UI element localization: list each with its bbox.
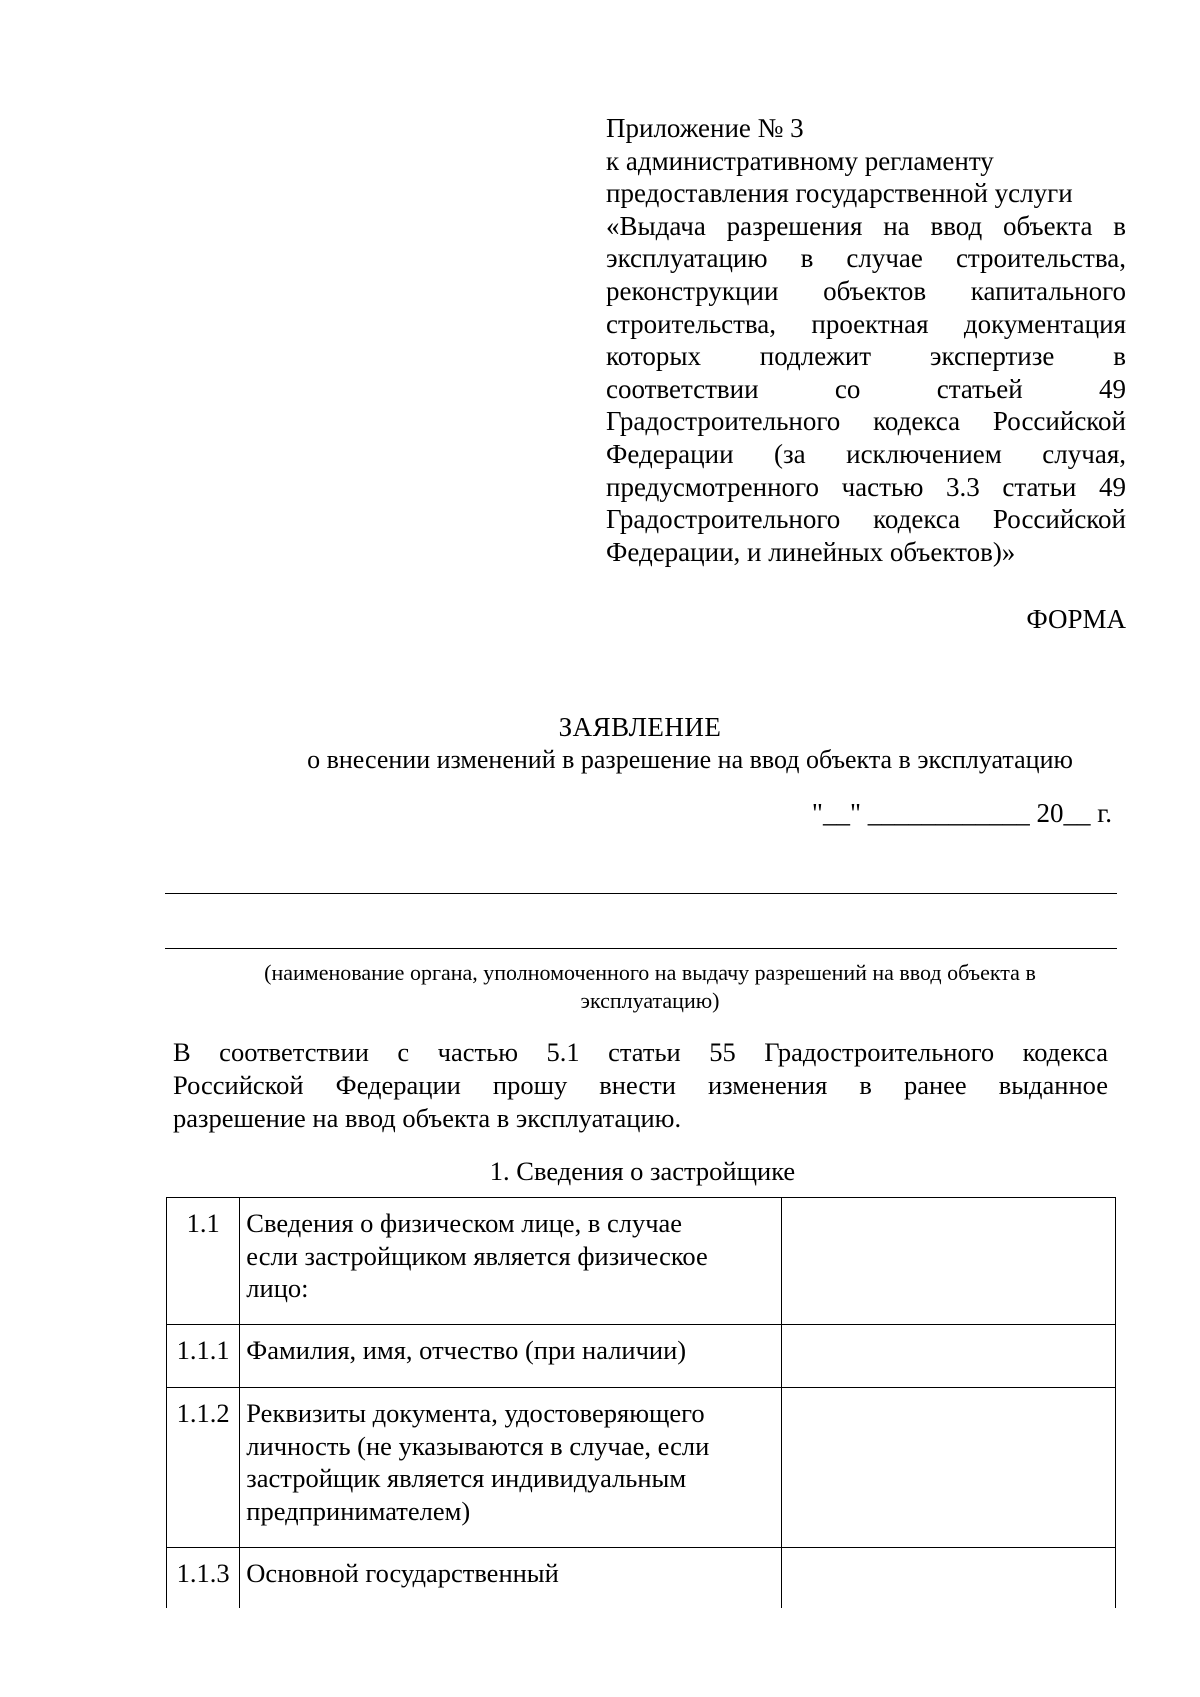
row-value-cell[interactable] (781, 1548, 1115, 1609)
appendix-line: реконструкции объектов капитального (606, 275, 1126, 306)
table-row (167, 1198, 1116, 1325)
document-title: ЗАЯВЛЕНИЕ (558, 712, 722, 742)
row-number: 1.1 (167, 1198, 240, 1325)
row-number: 1.1.1 (167, 1325, 240, 1388)
appendix-line: строительства, проектная документация (606, 308, 1126, 339)
appendix-line: Градостроительного кодекса Российской (606, 406, 1126, 437)
appendix-line: соответствии со статьей 49 (606, 373, 1126, 404)
paragraph-line: В соответствии с частью 5.1 статьи 55 Градостроительного кодекса (173, 1037, 1108, 1067)
table-row (167, 1388, 1116, 1548)
row-number: 1.1.3 (167, 1548, 240, 1609)
appendix-header (606, 112, 1126, 568)
row-label-line: Фамилия, имя, отчество (при наличии) (246, 1335, 687, 1365)
row-value-cell[interactable] (781, 1198, 1115, 1325)
appendix-line: Градостроительного кодекса Российской (606, 504, 1126, 535)
appendix-line: Федерации, и линейных объектов)» (606, 536, 1016, 567)
appendix-line: эксплуатацию в случае строительства, (606, 243, 1126, 274)
date-field[interactable]: "__" ____________ 20__ г. (811, 798, 1112, 828)
authority-name-line[interactable] (165, 893, 1117, 894)
caption-line: эксплуатацию) (580, 988, 720, 1013)
row-label (240, 1198, 781, 1325)
authority-name-line[interactable] (165, 948, 1117, 949)
row-label-line: лицо: (246, 1273, 309, 1303)
row-label-line: Сведения о физическом лице, в случае (246, 1208, 683, 1238)
row-label (240, 1388, 781, 1548)
row-label (240, 1548, 781, 1609)
row-value-cell[interactable] (781, 1325, 1115, 1388)
paragraph-line: Российской Федерации прошу внести изменения в ранее выданное (173, 1070, 1108, 1100)
row-label-line: застройщик является индивидуальным (246, 1463, 687, 1493)
caption-line: (наименование органа, уполномоченного на выдачу разрешений на ввод объекта в (264, 960, 1036, 985)
appendix-line: предоставления государственной услуги (606, 178, 1073, 209)
table-row (167, 1325, 1116, 1388)
row-label-line: предпринимателем) (246, 1495, 471, 1526)
appendix-line: «Выдача разрешения на ввод объекта в (606, 210, 1126, 241)
section-heading: 1. Сведения о застройщике (489, 1156, 796, 1186)
table-row (167, 1548, 1116, 1609)
row-label-line: Реквизиты документа, удостоверяющего (246, 1398, 705, 1428)
row-label-line: Основной государственный (246, 1558, 559, 1588)
request-paragraph (173, 1036, 1108, 1135)
appendix-line: к административному регламенту (606, 145, 994, 176)
authority-caption (200, 959, 1100, 1015)
paragraph-line: разрешение на ввод объекта в эксплуатацию. (173, 1103, 682, 1133)
row-label (240, 1325, 781, 1388)
document-subtitle: о внесении изменений в разрешение на ввод объекта в эксплуатацию (307, 745, 1073, 774)
developer-info-table (166, 1197, 1116, 1608)
row-label-line: если застройщиком является физическое (246, 1240, 708, 1271)
appendix-line: которых подлежит экспертизе в (606, 341, 1126, 372)
row-label-line: личность (не указываются в случае, если (246, 1430, 710, 1461)
appendix-line: предусмотренного частью 3.3 статьи 49 (606, 471, 1126, 502)
appendix-line: Федерации (за исключением случая, (606, 438, 1126, 469)
appendix-line: Приложение № 3 (606, 113, 804, 143)
row-number: 1.1.2 (167, 1388, 240, 1548)
form-label: ФОРМА (1026, 604, 1126, 634)
row-value-cell[interactable] (781, 1388, 1115, 1548)
